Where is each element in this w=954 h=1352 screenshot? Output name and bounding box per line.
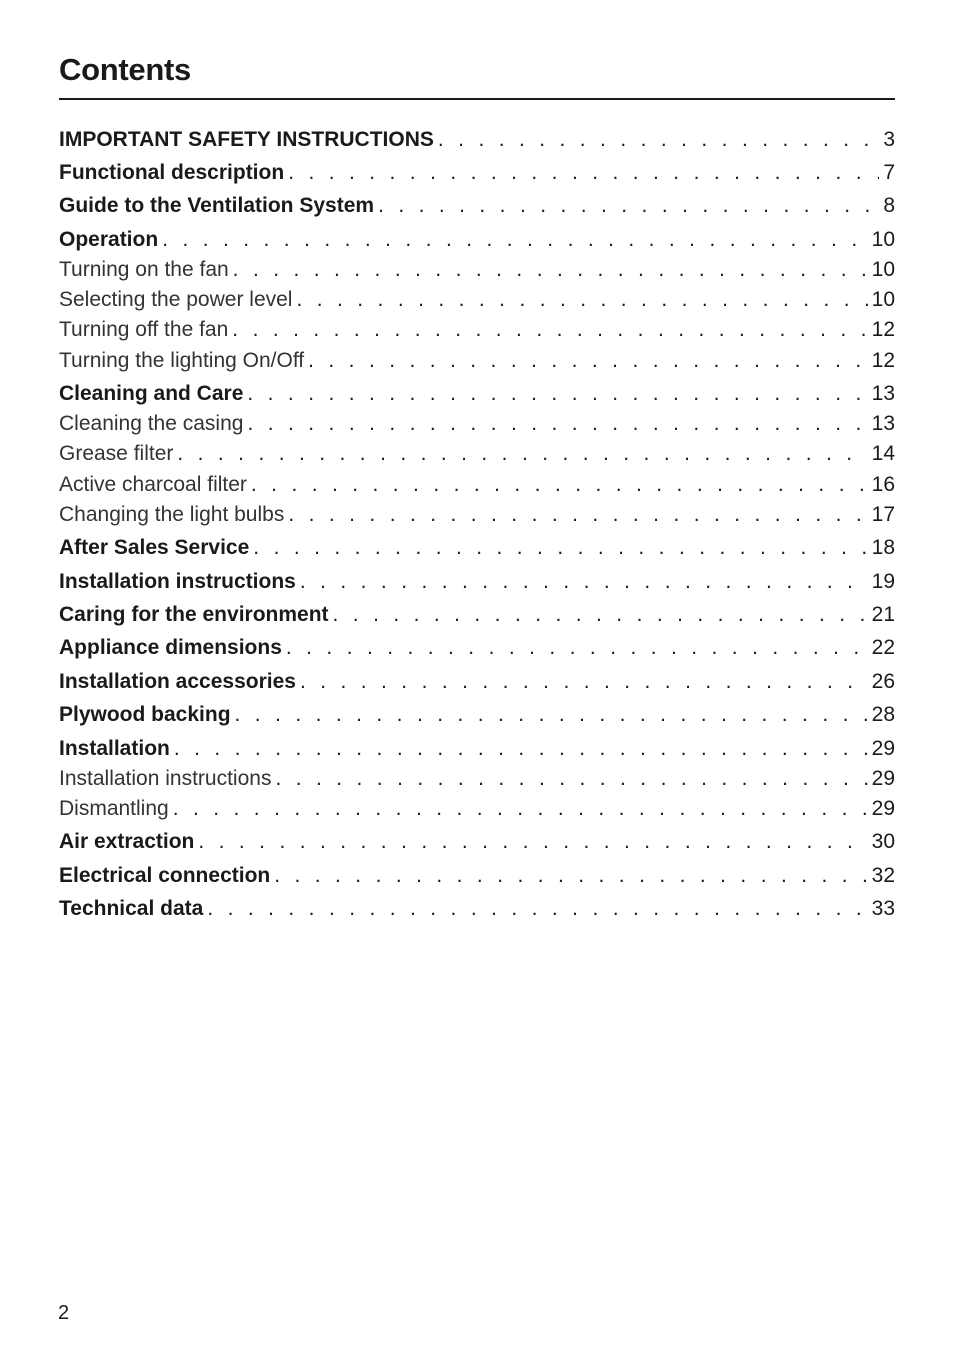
toc-entry-page: 29: [871, 797, 895, 820]
toc-entry[interactable]: [59, 192, 895, 220]
toc-entry[interactable]: [59, 862, 895, 890]
toc-entry[interactable]: [59, 126, 895, 154]
toc-entry-page: 10: [871, 258, 895, 281]
toc-dot-leader: [333, 601, 868, 629]
toc-entry-page: 13: [871, 412, 895, 435]
toc-entry-label: Plywood backing: [59, 703, 231, 726]
toc-entry-label: Installation instructions: [59, 767, 272, 790]
title-divider: [59, 98, 895, 100]
toc-entry-label: Installation: [59, 737, 170, 760]
toc-entry[interactable]: [59, 471, 895, 499]
toc-entry-page: 21: [871, 603, 895, 626]
toc-entry-label: Installation accessories: [59, 670, 296, 693]
toc-entry-page: 8: [883, 194, 895, 217]
toc-entry-page: 28: [871, 703, 895, 726]
toc-entry-page: 32: [871, 864, 895, 887]
toc-dot-leader: [207, 895, 867, 923]
toc-entry-page: 14: [871, 442, 895, 465]
toc-entry[interactable]: [59, 895, 895, 923]
toc-entry[interactable]: [59, 316, 895, 344]
toc-dot-leader: [247, 410, 867, 438]
toc-entry[interactable]: [59, 286, 895, 314]
toc-entry-label: Functional description: [59, 161, 285, 184]
toc-entry-label: Turning on the fan: [59, 258, 229, 281]
toc-dot-leader: [300, 668, 868, 696]
toc-entry-page: 19: [871, 570, 895, 593]
toc-entry-label: Active charcoal filter: [59, 473, 247, 496]
toc-entry[interactable]: [59, 534, 895, 562]
toc-entry-page: 7: [883, 161, 895, 184]
toc-entry[interactable]: [59, 634, 895, 662]
toc-dot-leader: [300, 568, 868, 596]
toc-entry-page: 10: [871, 228, 895, 251]
toc-entry-page: 3: [883, 128, 895, 151]
toc-entry[interactable]: [59, 380, 895, 408]
toc-entry-label: Changing the light bulbs: [59, 503, 285, 526]
toc-entry[interactable]: [59, 440, 895, 468]
toc-dot-leader: [247, 380, 867, 408]
toc-entry-label: Caring for the environment: [59, 603, 329, 626]
toc-entry-page: 12: [871, 318, 895, 341]
toc-dot-leader: [233, 256, 868, 284]
toc-dot-leader: [253, 534, 867, 562]
toc-entry-page: 17: [871, 503, 895, 526]
toc-entry-page: 30: [871, 830, 895, 853]
toc-dot-leader: [174, 735, 868, 763]
toc-entry-label: Guide to the Ventilation System: [59, 194, 375, 217]
toc-entry-page: 26: [871, 670, 895, 693]
toc-dot-leader: [274, 862, 867, 890]
toc-dot-leader: [232, 316, 867, 344]
toc-dot-leader: [288, 159, 879, 187]
toc-entry-label: After Sales Service: [59, 536, 250, 559]
toc-entry-label: Air extraction: [59, 830, 195, 853]
toc-entry[interactable]: [59, 410, 895, 438]
toc-entry[interactable]: [59, 347, 895, 375]
toc-entry[interactable]: [59, 256, 895, 284]
toc-entry-label: Installation instructions: [59, 570, 296, 593]
toc-entry-label: Cleaning the casing: [59, 412, 244, 435]
toc-entry[interactable]: [59, 159, 895, 187]
toc-dot-leader: [378, 192, 879, 220]
toc-entry-label: IMPORTANT SAFETY INSTRUCTIONS: [59, 128, 434, 151]
toc-dot-leader: [438, 126, 879, 154]
toc-entry-page: 12: [871, 349, 895, 372]
toc-entry-page: 29: [871, 767, 895, 790]
toc-entry[interactable]: [59, 226, 895, 254]
toc-entry[interactable]: [59, 601, 895, 629]
toc-dot-leader: [251, 471, 868, 499]
toc-entry-label: Appliance dimensions: [59, 636, 282, 659]
toc-dot-leader: [235, 701, 868, 729]
toc-entry-label: Electrical connection: [59, 864, 271, 887]
toc-entry-label: Technical data: [59, 897, 204, 920]
toc-dot-leader: [275, 765, 867, 793]
toc-entry-page: 33: [871, 897, 895, 920]
toc-entry[interactable]: [59, 765, 895, 793]
toc-dot-leader: [296, 286, 867, 314]
toc-entry-page: 16: [871, 473, 895, 496]
toc-entry-label: Grease filter: [59, 442, 174, 465]
toc-entry-page: 13: [871, 382, 895, 405]
toc-entry-page: 10: [871, 288, 895, 311]
toc-dot-leader: [198, 828, 867, 856]
toc-entry[interactable]: [59, 828, 895, 856]
toc-entry-page: 18: [871, 536, 895, 559]
toc-dot-leader: [286, 634, 868, 662]
toc-dot-leader: [308, 347, 868, 375]
page-number: 2: [58, 1302, 70, 1324]
toc-entry-label: Selecting the power level: [59, 288, 293, 311]
toc-entry[interactable]: [59, 795, 895, 823]
toc-entry[interactable]: [59, 735, 895, 763]
toc-entry[interactable]: [59, 568, 895, 596]
toc-entry-label: Turning off the fan: [59, 318, 229, 341]
toc-dot-leader: [162, 226, 867, 254]
toc-dot-leader: [177, 440, 867, 468]
toc-entry-label: Turning the lighting On/Off: [59, 349, 305, 372]
toc-entry-label: Cleaning and Care: [59, 382, 244, 405]
toc-entry[interactable]: [59, 501, 895, 529]
page-title: Contents: [59, 52, 191, 87]
toc-entry-page: 22: [871, 636, 895, 659]
toc-entry-page: 29: [871, 737, 895, 760]
toc-entry[interactable]: [59, 701, 895, 729]
toc-dot-leader: [173, 795, 868, 823]
toc-entry[interactable]: [59, 668, 895, 696]
toc-dot-leader: [288, 501, 867, 529]
toc-entry-label: Operation: [59, 228, 159, 251]
toc-entry-label: Dismantling: [59, 797, 169, 820]
